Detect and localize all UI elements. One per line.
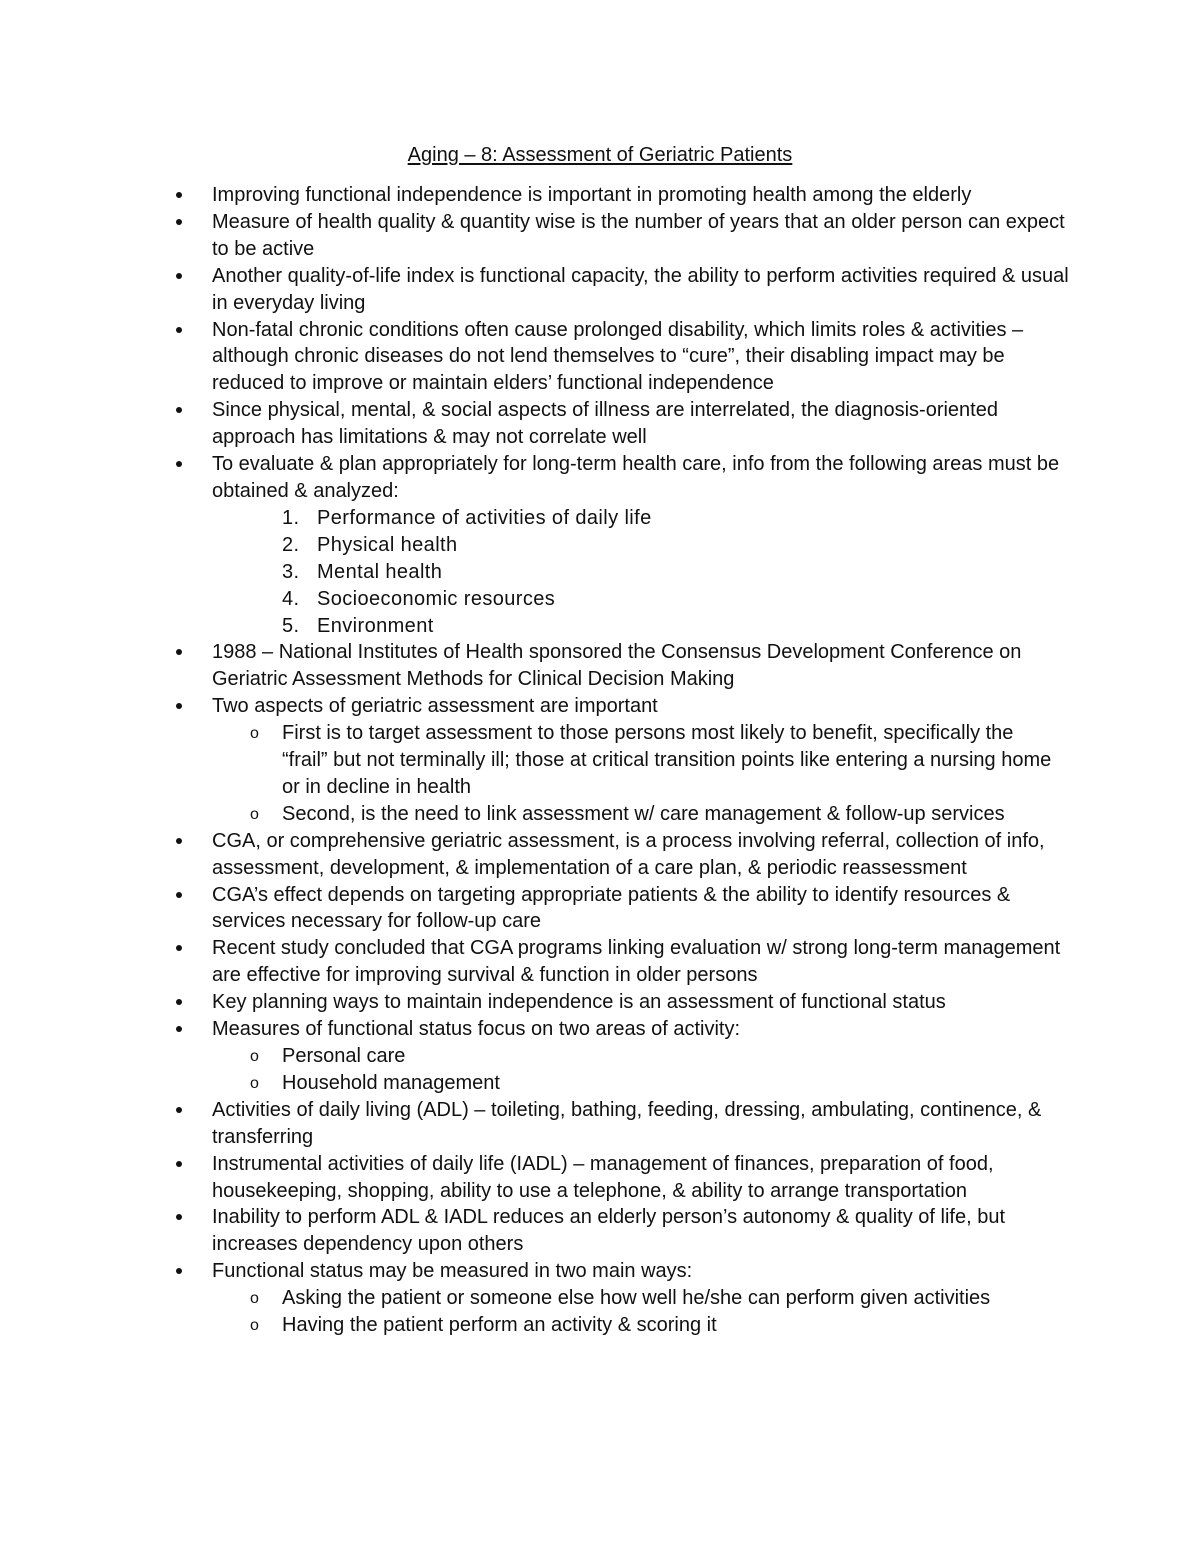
sub-bullet-list <box>212 1285 1072 1339</box>
numbered-item <box>282 559 1017 586</box>
list-item <box>0 317 1072 398</box>
list-item <box>0 263 1072 317</box>
list-item <box>0 828 1072 882</box>
list-item <box>0 693 1072 828</box>
list-item-text: Key planning ways to maintain independence is an assessment of functional status <box>212 991 946 1014</box>
numbered-item-text: Performance of activities of daily life <box>317 506 652 529</box>
numbered-item <box>282 586 1017 613</box>
list-item-text: Since physical, mental, & social aspects of illness are interrelated, the diagnosis-oriented approach has limitations & may not correlate well <box>212 399 998 449</box>
sub-list-item: o Asking the patient or someone else how well he/she can perform given activities <box>282 1285 1062 1312</box>
list-item <box>0 1097 1072 1151</box>
sub-list-item: o Second, is the need to link assessment w/ care management & follow-up services <box>282 801 1062 828</box>
list-item-text: CGA, or comprehensive geriatric assessment, is a process involving referral, collection of info, assessment, development, & implementation of a care plan, & periodic reassessment <box>212 829 1045 879</box>
numbered-item-text: Mental health <box>317 560 443 583</box>
list-item-text: To evaluate & plan appropriately for long-term health care, info from the following areas must be obtained & analyzed: <box>212 453 1060 502</box>
item-number: 2. <box>282 533 300 556</box>
list-item-text: Instrumental activities of daily life (IADL) – management of finances, preparation of food, housekeeping, shopping, ability to use a telephone, & ability to arrange transportation <box>212 1152 994 1202</box>
numbered-item-text: Physical health <box>317 533 458 556</box>
list-item <box>0 451 1072 639</box>
sub-list-item: o Personal care <box>282 1043 1062 1070</box>
list-item-text: 1988 – National Institutes of Health sponsored the Consensus Development Conference on Geriatric Assessment Methods for Clinical Decision Making <box>212 641 1022 691</box>
list-item <box>0 1258 1072 1339</box>
numbered-sublist <box>212 505 1072 640</box>
list-item-text: Measure of health quality & quantity wise is the number of years that an older person can expect to be active <box>212 210 1065 260</box>
sub-bullet-list <box>212 1043 1072 1097</box>
list-item <box>0 1151 1072 1205</box>
list-item-text: Inability to perform ADL & IADL reduces an elderly person’s autonomy & quality of life, but increases dependency upon others <box>212 1206 1006 1256</box>
document-title: Aging – 8: Assessment of Geriatric Patients <box>407 144 793 166</box>
sub-list-item: o Having the patient perform an activity & scoring it <box>282 1312 1062 1339</box>
numbered-item <box>282 613 1017 640</box>
list-item-text: Improving functional independence is important in promoting health among the elderly <box>212 184 972 206</box>
item-number: 3. <box>282 560 300 583</box>
list-item <box>0 209 1072 263</box>
list-item <box>0 639 1072 693</box>
item-number: 4. <box>282 587 300 610</box>
item-number: 1. <box>282 506 300 529</box>
list-item-text: Measures of functional status focus on two areas of activity: <box>212 1018 741 1041</box>
bullet-list <box>0 182 1200 1339</box>
numbered-item-text: Environment <box>317 614 434 637</box>
sub-list-item: o Household management <box>282 1070 1062 1097</box>
list-item-text: Activities of daily living (ADL) – toileting, bathing, feeding, dressing, ambulating, continence, & transferring <box>212 1098 1042 1148</box>
list-item-text: Two aspects of geriatric assessment are important <box>212 695 658 718</box>
sub-bullet-list <box>212 720 1072 828</box>
sub-list-item: o First is to target assessment to those persons most likely to benefit, specifically the “frail” but not terminally ill; those at critical transition points like entering a nursing home or in decline in health <box>282 720 1062 801</box>
list-item <box>0 1016 1072 1097</box>
item-number: 5. <box>282 614 300 637</box>
list-item <box>0 989 1072 1016</box>
list-item <box>0 182 1072 209</box>
list-item-text: Another quality-of-life index is functional capacity, the ability to perform activities required & usual in everyday living <box>212 264 1069 314</box>
list-item <box>0 1204 1072 1258</box>
list-item-text: Recent study concluded that CGA programs linking evaluation w/ strong long-term management are effective for improving survival & function in older persons <box>212 937 1061 987</box>
list-item <box>0 397 1072 451</box>
numbered-item <box>282 532 1017 559</box>
list-item-text: CGA’s effect depends on targeting appropriate patients & the ability to identify resources & services necessary for follow-up care <box>212 883 1011 933</box>
numbered-item <box>282 505 1017 532</box>
list-item-text: Functional status may be measured in two main ways: <box>212 1260 693 1283</box>
numbered-item-text: Socioeconomic resources <box>317 587 556 610</box>
list-item-text: Non-fatal chronic conditions often cause prolonged disability, which limits roles & activities – although chronic diseases do not lend themselves to “cure”, their disabling impact may be reduced to improve or maintain elders’ functional independence <box>212 318 1024 395</box>
list-item <box>0 882 1072 936</box>
list-item <box>0 935 1072 989</box>
